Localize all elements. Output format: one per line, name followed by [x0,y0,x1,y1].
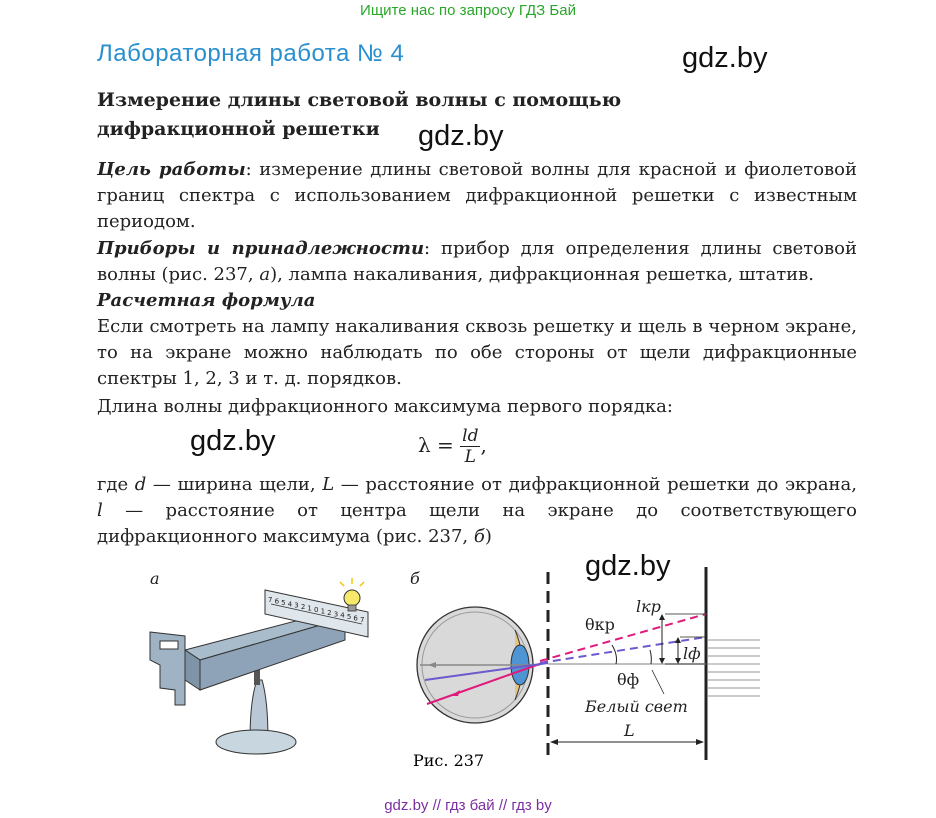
formula-lhs: λ = [418,433,454,457]
formula [418,426,487,467]
goal-text: : измерение длины световой волны для красной и фиолетовой границ спектра с использованием дифракционной решетки с известным периодом. [97,159,857,232]
where-text-4: — расстояние от центра щели на экране до соответствующего дифракционного максимума (рис. 237, [97,500,857,547]
scale-tick-label: 1 [320,607,326,616]
lab-title: Лабораторная работа № 4 [97,40,405,67]
l-red-label: lкр [636,597,661,616]
scale-tick-label: 3 [294,601,299,610]
white-light-label: Белый свет [585,697,688,716]
formula-fraction [460,426,480,467]
paragraph-1: Если смотреть на лампу накаливания сквозь решетку и щель в черном экране, то на экране можно наблюдать по обе стороны от щели дифракционные спектры 1, 2, 3 и т. д. порядков. [97,316,857,389]
formula-tail: , [480,433,487,457]
formula-denominator: L [464,447,476,467]
goal-label: Цель работы [97,159,246,180]
scale-tick-label: 1 [307,604,312,613]
scale-tick-label: 6 [353,614,358,623]
scale-tick-label: 5 [346,613,352,622]
watermark: gdz.by [585,550,671,582]
scale-tick-label: 3 [333,610,339,619]
formula-heading-text: Расчетная формула [97,290,316,311]
figure-237 [0,560,936,790]
tools-text-1: : прибор для определения длины световой волны (рис. 237, [97,238,857,285]
scale-tick-label: 4 [340,611,345,620]
where-d: d [134,474,147,495]
lamp-bulb [340,578,364,611]
scale-tick-label: 2 [300,603,306,612]
device-plate [150,632,185,705]
scale-tick-label: 0 [314,606,319,614]
scale-tick-label: 2 [327,608,332,617]
scale-tick-label: 6 [274,597,280,606]
where-L: L [322,474,335,495]
light-rays [548,640,760,696]
top-banner[interactable]: Ищите нас по запросу ГДЗ Бай [360,2,576,19]
subtitle-line-1: Измерение длины световой волны с помощью [97,89,622,111]
subtitle [97,86,697,144]
formula-numerator: ld [462,426,479,446]
theta-red-label: θкр [585,615,615,634]
tools-text-a: а [259,264,271,285]
L-label: L [624,721,635,740]
theta-violet-label: θф [617,670,640,689]
where-l: l [97,500,103,521]
watermark: gdz.by [190,425,276,457]
tools-text-2: ), лампа накаливания, дифракционная решетка, штатив. [270,264,815,285]
where-text-2: — ширина щели, [146,474,323,495]
watermark: gdz.by [418,120,504,152]
where-text-3: — расстояние от дифракционной решетки до экрана, [334,474,857,495]
paragraph-2: Длина волны дифракционного максимума первого порядка: [97,396,673,417]
where-text-5: ) [484,526,492,547]
scale-tick-label: 7 [268,596,273,604]
figure-label-a: а [150,569,160,588]
tools-paragraph [97,236,857,288]
where-b: б [473,526,485,547]
figure-label-b: б [410,569,420,588]
where-text-1: где [97,474,135,495]
l-violet-label: lф [683,644,701,663]
where-paragraph [97,472,857,550]
formula-heading [97,288,857,314]
scale-tick-label: 4 [287,600,293,609]
scale-tick-label: 7 [360,616,365,624]
goal-paragraph [97,157,857,235]
watermark: gdz.by [682,42,768,74]
subtitle-line-2: дифракционной решетки [97,118,380,140]
scale-tick-label: 5 [281,598,286,607]
figure-caption: Рис. 237 [413,751,485,770]
tools-label: Приборы и принадлежности [97,238,425,259]
eye [417,607,540,723]
footer-links[interactable]: gdz.by // гдз бай // гдз by [384,797,552,814]
